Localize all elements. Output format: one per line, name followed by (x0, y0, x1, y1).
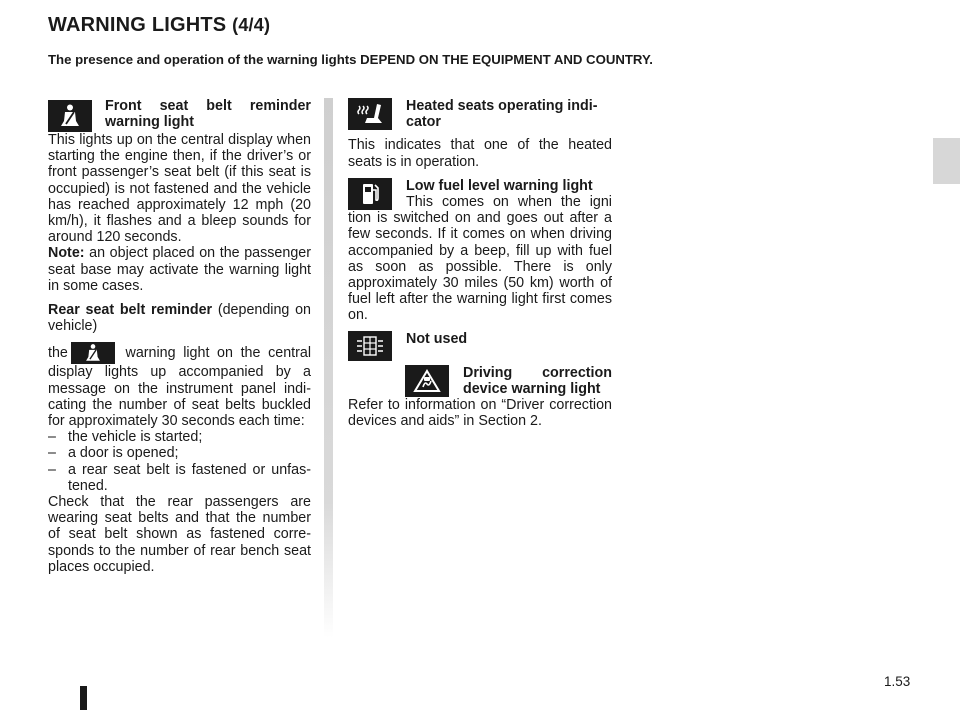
driving-title-line1: Driving correction (463, 364, 612, 381)
page-subtitle: The presence and operation of the warning lights DEPEND ON THE EQUIPMENT AND COUNTRY. (48, 52, 653, 67)
driving-title (463, 365, 612, 397)
not-used-heading (348, 331, 612, 361)
list-item-text: a door is opened; (68, 445, 179, 462)
heated-seat-title: Heated seats operating indicator (406, 98, 598, 131)
grid-icon (348, 331, 392, 361)
fuel-body-first: This comes on when the igni (406, 194, 612, 211)
heated-seat-body: This indicates that one of the heated seats is in operation. (348, 137, 612, 170)
list-item (48, 429, 311, 445)
heated-seat-icon (348, 98, 392, 130)
rear-belt-heading (48, 302, 311, 334)
left-column (48, 98, 311, 575)
front-belt-title (105, 98, 311, 132)
not-used-title: Not used (406, 330, 468, 347)
front-belt-note (48, 245, 311, 294)
rear-belt-body (48, 342, 311, 429)
page-title (48, 14, 270, 37)
driving-title-line2: device warning light (463, 380, 601, 397)
list-item-text: the vehicle is started; (68, 429, 203, 446)
title-part: (4/4) (232, 15, 271, 35)
fuel-heading (348, 178, 612, 210)
list-item-text: a rear seat belt is fastened or unfastened. (68, 461, 311, 494)
the-word: the (48, 345, 68, 362)
front-belt-title-line2: warning light (105, 114, 194, 131)
column-divider (324, 98, 333, 638)
list-dash: – (48, 429, 56, 446)
rear-belt-footer: Check that the rear passengers are wearing seat belts and that the number of seat belt shown as fastened corresponds to the number of rear bench seat places occupied. (48, 494, 311, 575)
list-dash: – (48, 461, 56, 478)
seatbelt-icon (71, 342, 115, 364)
corner-mark (80, 686, 87, 710)
note-text: an object placed on the passenger seat base may activate the warning light in some cases. (48, 245, 311, 294)
heated-seat-heading (348, 98, 612, 130)
note-label: Note: (48, 245, 85, 262)
fuel-title: Low fuel level warning light (406, 177, 593, 194)
rear-belt-body-text: warning light on the central display lights up accompanied by a message on the instrument panel indicating the number of seat belts buckled for approximately 30 seconds each time: (48, 345, 311, 430)
title-text: WARNING LIGHTS (48, 14, 227, 36)
fuel-pump-icon (348, 178, 392, 210)
front-belt-body: This lights up on the central display when starting the engine then, if the driver’s or front passenger’s seat belt (if this seat is occupied) is not fastened and the vehicle has reached approximately 12 mph (20 km/h), it flashes and a bleep sounds for around 120 seconds. (48, 132, 311, 246)
fuel-title-block (406, 178, 612, 210)
page-number: 1.53 (884, 674, 911, 689)
driving-correction-icon (405, 365, 449, 397)
right-column (348, 98, 612, 429)
driving-body: Refer to information on “Driver correction devices and aids” in Section 2. (348, 397, 612, 430)
list-item (48, 462, 311, 494)
rear-belt-title: Rear seat belt reminder (48, 302, 213, 319)
driving-heading (405, 365, 612, 397)
rear-belt-suffix: (depending on vehicle) (48, 302, 311, 335)
front-belt-title-line1: Front seat belt reminder (105, 98, 311, 114)
list-item (48, 445, 311, 461)
section-tab (933, 138, 960, 184)
seatbelt-icon (48, 100, 92, 132)
fuel-body: tion is switched on and goes out after a few seconds. If it comes on when driving accompanied by a beep, fill up with fuel as soon as possible. There is only approximately 30 miles (50 km) worth of fuel left after the warning light first comes on. (348, 210, 612, 324)
front-belt-heading (48, 98, 311, 132)
list-dash: – (48, 445, 56, 462)
